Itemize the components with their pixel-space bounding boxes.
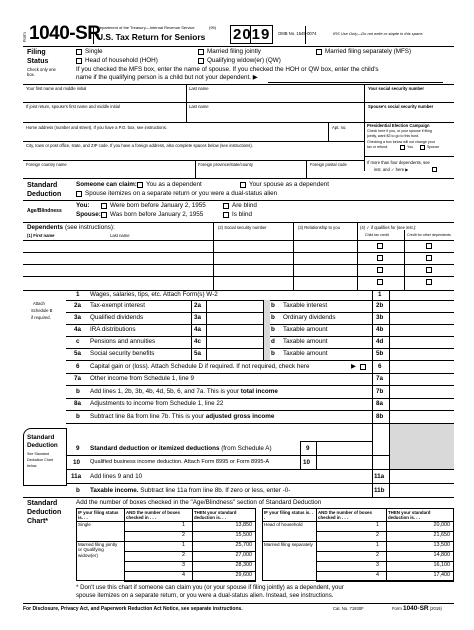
side-std-2: Deduction <box>27 442 58 449</box>
side-std-1: Standard <box>27 434 55 441</box>
right-row-deduction: 14,800 <box>433 552 450 558</box>
line-7a-num: 7a <box>74 375 82 382</box>
right-row-deduction: 13,500 <box>433 542 450 548</box>
tax-year: 2019 <box>230 25 273 44</box>
right-row-rule <box>316 581 454 582</box>
line-7b-text: Add lines 1, 2b, 3b, 4b, 4d, 5b, 6, and 7a. This is your <box>90 388 241 395</box>
left-hdr-boxes: AND the number of boxes checked in . . . <box>126 510 180 521</box>
std-ded-label: Standard <box>27 182 58 189</box>
line-5a-num: 5a <box>74 350 82 357</box>
line-8b-num: b <box>76 413 80 420</box>
more-dependents-checkbox[interactable] <box>432 167 437 172</box>
dept-text: Department of the Treasury—Internal Revenue Service <box>97 25 195 30</box>
dep-2-odc-checkbox[interactable] <box>426 255 432 261</box>
qw-label: Qualifying widow(er) (QW) <box>207 57 281 64</box>
left-row-count: 2 <box>182 532 185 538</box>
itemizes-label: Spouse itemizes on a separate return or you were a dual-status alien <box>85 190 278 197</box>
hoh-checkbox[interactable] <box>76 58 82 64</box>
chart-note-1: * Don't use this chart if someone can claim you (or your spouse if filing jointly) as a dependent, your <box>76 584 344 591</box>
you-blind-label: Are blind <box>232 202 257 209</box>
dep-col-1b: Last name <box>110 233 130 238</box>
right-row-deduction: 21,650 <box>433 532 450 538</box>
line-2b-box: 2b <box>376 302 384 309</box>
left-row-deduction: 15,500 <box>235 532 252 538</box>
you-dependent-checkbox[interactable] <box>137 182 143 188</box>
right-group-rule <box>262 541 316 542</box>
dep-col-4b: Credit for other dependents <box>407 233 451 237</box>
footer-form <box>392 606 442 613</box>
line-9-bold: Standard deduction or itemized deductions <box>90 445 220 452</box>
footer-form-word: Form <box>392 606 402 611</box>
spouse-last-label: Last name <box>189 104 209 109</box>
dept-code: (99) <box>209 25 217 30</box>
line-8b-box: 8b <box>376 413 384 420</box>
line-4c-box: 4c <box>194 338 202 345</box>
line-4a-label: IRA distributions <box>90 326 136 333</box>
left-row-count: 3 <box>182 562 185 568</box>
line-8b-text: Subtract line 8a from line 7b. This is your <box>90 413 206 420</box>
line-5a-box: 5a <box>194 350 202 357</box>
line-10-box: 10 <box>303 459 311 466</box>
left-row-count: 2 <box>182 552 185 558</box>
filing-status-hint: Check only one box. <box>27 67 56 78</box>
attach-note-2: Schedule B <box>31 308 53 313</box>
spouse-blind-checkbox[interactable] <box>223 212 229 218</box>
line-7b-bold: total income <box>240 388 278 395</box>
you-dependent-label: You as a dependent <box>146 181 202 188</box>
right-row-status: Head of household <box>264 522 303 527</box>
dep-col-2: (2) Social security number <box>218 225 267 230</box>
side-std-4: Deduction Chart <box>27 458 53 462</box>
spouse-born-label: Was born before January 2, 1955 <box>110 211 204 218</box>
province-label: Foreign province/state/county <box>198 162 253 167</box>
footer-cat: Cat. No. 71930F <box>333 606 364 611</box>
pec-line-3: Checking a box below will not change your <box>367 140 435 144</box>
right-hdr-status: IF your filing status is. . . <box>264 510 314 521</box>
mfs-name-line[interactable] <box>268 82 443 83</box>
right-row-count: 1 <box>376 522 379 528</box>
line-2a-box: 2a <box>194 302 202 309</box>
dep-4-ctc-checkbox[interactable] <box>377 279 383 285</box>
pec-you-checkbox[interactable] <box>400 145 405 150</box>
qw-checkbox[interactable] <box>198 58 204 64</box>
left-row-deduction: 13,850 <box>235 522 252 528</box>
omb-number: OMB No. 1545-0074 <box>278 31 317 36</box>
line-1-box: 1 <box>378 291 382 298</box>
you-label: You: <box>76 202 90 209</box>
ssn-label: Your social security number <box>368 86 425 91</box>
line-11b-box: 11b <box>374 487 385 494</box>
line-11b-bold: Taxable income. <box>90 487 139 494</box>
dep-col-1: (1) First name <box>27 233 55 238</box>
right-row-status: Married filing separately <box>264 542 313 547</box>
line-10-num: 10 <box>73 459 81 466</box>
left-row-count: 1 <box>182 542 185 548</box>
spouse-ssn-label: Spouse's social security number <box>368 104 434 109</box>
right-row-count: 2 <box>376 552 379 558</box>
line-7a-label: Other income from Schedule 1, line 9 <box>90 375 194 382</box>
line-8b-bold: adjusted gross income <box>205 413 275 420</box>
dep-1-ctc-checkbox[interactable] <box>377 243 383 249</box>
city-label: City, town or post office, state, and ZIP code. If you have a foreign address, also complete spaces below (see instructions). <box>26 143 253 148</box>
left-row-deduction: 27,000 <box>235 552 252 558</box>
chart-note-2: spouse itemizes on a separate return, or you were a dual-status alien. Instead, see instructions. <box>76 592 334 599</box>
left-row-status: Married filing jointly or Qualifying widow(er) <box>78 542 118 558</box>
line-9-num: 9 <box>76 445 80 452</box>
country-label: Foreign country name <box>26 162 67 167</box>
line-7b-num: b <box>76 388 80 395</box>
left-row-deduction: 28,300 <box>235 562 252 568</box>
line-4c-label: Pensions and annuities <box>90 338 156 345</box>
dep-4-odc-checkbox[interactable] <box>426 279 432 285</box>
footer-year: (2019) <box>429 606 442 611</box>
pec-line-2: jointly, want $3 to go to this fund. <box>367 134 420 138</box>
pec-line-4: tax or refund. <box>367 145 389 149</box>
dep-2-ctc-checkbox[interactable] <box>377 255 383 261</box>
pec-line-1: Check here if you, or your spouse if filing <box>367 129 432 133</box>
line-11a-box: 11a <box>374 473 385 480</box>
std-ded-label-2: Deduction <box>27 191 62 198</box>
line-5b-box: 5b <box>376 350 384 357</box>
spouse-blind-label: Is blind <box>232 211 252 218</box>
mfj-label: Married filing jointly <box>207 48 261 55</box>
line-7b-label <box>90 389 278 395</box>
line-9-rest: (from Schedule A) <box>221 445 272 452</box>
left-row-deduction: 29,600 <box>235 572 252 578</box>
dependents-title: Dependents <box>27 224 64 231</box>
line-2b-num: b <box>271 302 275 309</box>
side-std-3: See Standard <box>27 452 49 456</box>
line-8a-num: 8a <box>74 400 82 407</box>
dep-col-3: (3) Relationship to you <box>298 225 340 230</box>
line-8a-label: Adjustments to income from Schedule 1, line 22 <box>90 400 224 407</box>
dep-note-2: inst. and ✓ here ▶ <box>374 167 409 172</box>
line-6-arrow: ▶ <box>351 363 356 370</box>
form-word: Form <box>22 32 27 42</box>
right-row-deduction: 16,100 <box>433 562 450 568</box>
line-3a-num: 3a <box>74 314 82 321</box>
single-label: Single <box>85 48 103 55</box>
left-hdr-deduction: THEN your standard deduction is. . . <box>194 510 237 521</box>
pec-spouse-checkbox[interactable] <box>420 145 425 150</box>
spouse-born-checkbox[interactable] <box>101 212 107 218</box>
line-6-num: 6 <box>76 363 80 370</box>
chart-label-2: Deduction <box>27 509 62 516</box>
line-3b-box: 3b <box>376 314 384 321</box>
filing-status-label: Filing <box>27 49 46 56</box>
line-3a-box: 3a <box>194 314 202 321</box>
right-row-count: 4 <box>376 572 379 578</box>
form-number: 1040-SR <box>29 23 101 44</box>
spouse-dependent-label: Your spouse as a dependent <box>249 181 329 188</box>
line-6-label: Capital gain or (loss). Attach Schedule D if required. If not required, check here <box>90 363 310 370</box>
line-4a-num: 4a <box>74 326 82 333</box>
line-4b-box: 4b <box>376 326 384 333</box>
right-row-deduction: 17,400 <box>433 572 450 578</box>
left-row-rule <box>124 581 256 582</box>
postal-label: Foreign postal code <box>310 162 347 167</box>
line-1-num: 1 <box>76 291 80 298</box>
dep-col-4: (4) ✓ if qualifies for (see inst.): <box>360 225 417 230</box>
line-7a-box: 7a <box>376 375 384 382</box>
mfs-label: Married filing separately (MFS) <box>325 48 412 55</box>
line-9-box: 9 <box>306 445 310 452</box>
filing-note-1: If you checked the MFS box, enter the name of spouse. If you checked the HOH or QW box, enter the child's <box>76 66 379 73</box>
attach-note-3: if required. <box>31 315 51 320</box>
line-5b-num: b <box>271 350 275 357</box>
dependents-see: (see instructions): <box>65 224 115 231</box>
line-6-box: 6 <box>378 363 382 370</box>
left-row-deduction: 25,700 <box>235 542 252 548</box>
mfs-checkbox[interactable] <box>316 49 322 55</box>
chart-intro: Add the number of boxes checked in the "Age/Blindness" section of Standard Deduction <box>76 499 322 506</box>
left-row-status: Single <box>78 522 91 527</box>
line-4a-box: 4a <box>194 326 202 333</box>
dep-1-odc-checkbox[interactable] <box>426 243 432 249</box>
you-born-label: Were born before January 2, 1955 <box>110 202 206 209</box>
attach-note-1: Attach <box>33 301 45 306</box>
dep-3-ctc-checkbox[interactable] <box>377 267 383 273</box>
line-11a-label: Add lines 9 and 10 <box>90 473 143 480</box>
line-4b-num: b <box>271 326 275 333</box>
age-blindness-label: Age/Blindness <box>27 208 62 214</box>
line-6-checkbox[interactable] <box>360 364 366 370</box>
line-4b-label: Taxable amount <box>283 326 328 333</box>
right-row-count: 2 <box>376 532 379 538</box>
right-row-count: 1 <box>376 542 379 548</box>
irs-use: IRS Use Only—Do not write or staple in this space. <box>333 31 424 36</box>
line-3b-num: b <box>271 314 275 321</box>
spouse-label: Spouse: <box>76 211 101 218</box>
line-5a-label: Social security benefits <box>90 350 155 357</box>
line-7b-box: 7b <box>376 388 384 395</box>
apt-label: Apt. no. <box>332 125 347 130</box>
spouse-dependent-checkbox[interactable] <box>240 182 246 188</box>
line-2a-label: Tax-exempt interest <box>90 302 145 309</box>
first-name-label: Your first name and middle initial <box>26 86 87 91</box>
someone-can-claim: Someone can claim: <box>76 181 137 188</box>
left-hdr-status: IF your filing status is. . . <box>78 510 119 521</box>
chart-label-1: Standard <box>27 500 58 507</box>
right-hdr-boxes: AND the number of boxes checked in . . . <box>318 510 372 521</box>
pec-you-label: You <box>407 145 414 149</box>
right-row-count: 3 <box>376 562 379 568</box>
pec-spouse-label: Spouse <box>427 145 440 149</box>
line-11b-num: b <box>76 487 80 494</box>
filing-note-2: name if the qualifying person is a child but not your dependent. ▶ <box>76 74 258 81</box>
line-9-label <box>90 446 272 452</box>
left-group-rule <box>76 541 124 542</box>
address-label: Home address (number and street). If you have a P.O. box, see instructions. <box>26 125 167 130</box>
dep-3-odc-checkbox[interactable] <box>426 267 432 273</box>
form-title: U.S. Tax Return for Seniors <box>97 32 206 42</box>
line-1-label: Wages, salaries, tips, etc. Attach Form(s) W-2 <box>90 291 218 298</box>
line-11a-num: 11a <box>71 473 82 480</box>
spouse-first-label: If joint return, spouse's first name and middle initial <box>26 104 120 109</box>
you-born-checkbox[interactable] <box>101 203 107 209</box>
itemizes-checkbox[interactable] <box>76 191 82 197</box>
right-hdr-deduction: THEN your standard deduction is. . . <box>388 510 431 521</box>
line-4d-num: d <box>271 338 275 345</box>
left-row-count: 1 <box>182 522 185 528</box>
line-8b-label <box>90 414 274 420</box>
line-10-label: Qualified business income deduction. Attach Form 8995 or Form 8995-A <box>90 459 270 465</box>
footer-notice: For Disclosure, Privacy Act, and Paperwork Reduction Act Notice, see separate instructions. <box>23 606 243 612</box>
footer-form-no: 1040-SR <box>402 605 429 612</box>
line-11b-rest: Subtract line 11a from line 8b. If zero or less, enter -0- <box>140 487 291 494</box>
single-checkbox[interactable] <box>76 49 82 55</box>
mfj-checkbox[interactable] <box>198 49 204 55</box>
right-row-deduction: 20,000 <box>433 522 450 528</box>
line-4c-num: c <box>76 338 80 345</box>
you-blind-checkbox[interactable] <box>223 203 229 209</box>
pec-title: Presidential Election Campaign <box>367 123 430 128</box>
last-name-label: Last name <box>189 86 209 91</box>
line-4d-label: Taxable amount <box>283 338 328 345</box>
line-5b-label: Taxable amount <box>283 350 328 357</box>
side-std-5: below. <box>27 464 38 468</box>
line-3a-label: Qualified dividends <box>90 314 144 321</box>
line-2a-num: 2a <box>74 302 82 309</box>
dep-col-4a: Child tax credit <box>365 233 389 237</box>
line-4d-box: 4d <box>376 338 384 345</box>
chart-label-3: Chart* <box>27 518 49 525</box>
form-header <box>23 22 453 46</box>
line-11b-label <box>90 488 290 494</box>
line-3b-label: Ordinary dividends <box>283 314 336 321</box>
hoh-label: Head of household (HOH) <box>85 57 158 64</box>
left-row-count: 4 <box>182 572 185 578</box>
line-2b-label: Taxable interest <box>283 302 328 309</box>
dep-note-1: If more than four dependents, see <box>367 160 430 165</box>
filing-status-label-2: Status <box>27 58 49 65</box>
line-8a-box: 8a <box>376 400 384 407</box>
